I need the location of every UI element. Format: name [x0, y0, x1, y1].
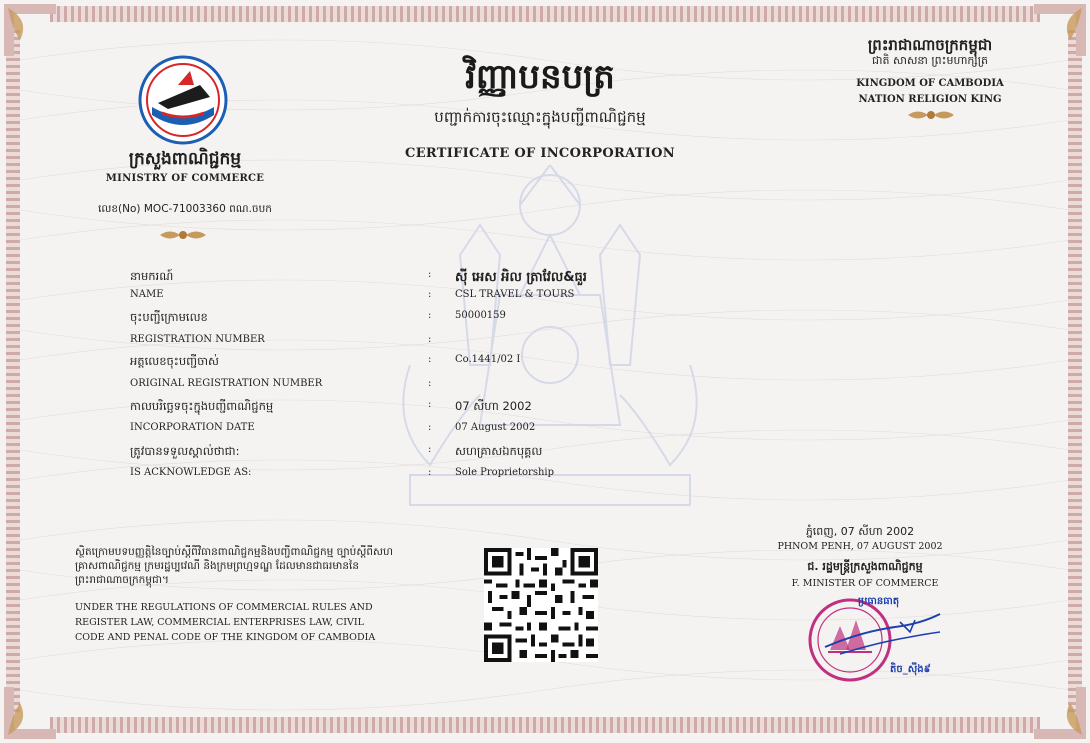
legal-text-km: ស្ថិតក្រោមបទបញ្ញត្តិនៃច្បាប់ស្តីពីវិធានពាណិជ្ជកម្មនិងបញ្ជីពាណិជ្ជកម្ម ច្បាប់ស្តីពីសហគ្រាសពាណិជ្ជកម្ម ក្រមរដ្ឋប្បវេណី និងក្រមព្រហ្មទណ្ឌ ដែលមានជាធរមាននៃព្រះរាជាណាចក្រកម្ពុជា។: [75, 546, 393, 586]
field-name-km: [130, 269, 730, 289]
kingdom-name-en: KINGDOM OF CAMBODIA: [856, 78, 1004, 89]
border-right: [1068, 30, 1082, 713]
ministry-name-km: ក្រសួងពាណិជ្ជកម្ម: [128, 149, 242, 169]
field-colon: :: [428, 444, 432, 455]
corner-ornament-icon: [1030, 683, 1090, 743]
field-colon: :: [428, 399, 432, 410]
stamp-label-bottom: តិច_ស៊ីង៩: [890, 664, 931, 675]
field-value: សហគ្រាសឯកបុគ្គល: [455, 444, 543, 458]
field-label: IS ACKNOWLEDGE AS:: [130, 467, 252, 478]
issue-place-km: ភ្នំពេញ, 07 សីហា 2002: [805, 525, 915, 538]
field-label: REGISTRATION NUMBER: [130, 334, 265, 345]
legal-line: UNDER THE REGULATIONS OF COMMERCIAL RULES AND: [75, 602, 373, 613]
divider-ornament-icon: [906, 108, 956, 122]
field-original-reg-en: [130, 378, 730, 398]
field-acknowledged-en: [130, 467, 730, 487]
corner-ornament-icon: [0, 683, 60, 743]
kingdom-motto-km: ជាតិ សាសនា ព្រះមហាក្សត្រ: [872, 54, 988, 67]
corner-ornament-icon: [0, 0, 60, 60]
field-colon: :: [428, 467, 432, 478]
field-colon: :: [428, 378, 432, 389]
border-bottom: [50, 717, 1040, 733]
legal-line: CODE AND PENAL CODE OF THE KINGDOM OF CAMBODIA: [75, 632, 376, 643]
field-label: អត្តលេខចុះបញ្ជីចាស់: [130, 354, 220, 368]
field-value: Sole Proprietorship: [455, 467, 554, 478]
field-name-en: [130, 289, 730, 309]
legal-line: REGISTER LAW, COMMERCIAL ENTERPRISES LAW, CIVIL: [75, 617, 364, 628]
field-acknowledged-km: [130, 444, 730, 464]
field-incorporation-date-en: [130, 422, 730, 442]
field-value: 50000159: [455, 310, 506, 321]
field-value: Co.1441/02 I: [455, 354, 521, 365]
title-km: វិញ្ញាបនបត្រ: [465, 57, 615, 97]
field-label: ORIGINAL REGISTRATION NUMBER: [130, 378, 323, 389]
divider-ornament-icon: [158, 228, 208, 242]
field-original-reg-km: [130, 354, 730, 374]
kingdom-motto-en: NATION RELIGION KING: [858, 94, 1002, 105]
field-label: INCORPORATION DATE: [130, 422, 255, 433]
border-left: [6, 30, 20, 713]
legal-text-en: [75, 600, 395, 645]
field-colon: :: [428, 269, 432, 280]
signer-title-km: ជ. រដ្ឋមន្ត្រីក្រសួងពាណិជ្ជកម្ម: [807, 560, 923, 573]
official-stamp-icon: [800, 592, 950, 687]
field-value: CSL TRAVEL & TOURS: [455, 289, 575, 300]
corner-ornament-icon: [1030, 0, 1090, 60]
field-colon: :: [428, 310, 432, 321]
field-label: NAME: [130, 289, 164, 300]
field-value: 07 August 2002: [455, 422, 536, 433]
field-colon: :: [428, 354, 432, 365]
field-colon: :: [428, 334, 432, 345]
field-label: នាមករណ៍: [130, 269, 174, 283]
border-top: [50, 6, 1040, 22]
field-colon: :: [428, 289, 432, 300]
signer-title-en: F. MINISTER OF COMMERCE: [791, 578, 939, 589]
title-en: CERTIFICATE OF INCORPORATION: [405, 146, 675, 161]
field-label: កាលបរិច្ឆេទចុះក្នុងបញ្ជីពាណិជ្ជកម្ម: [130, 399, 274, 413]
field-colon: :: [428, 422, 432, 433]
field-value: 07 សីហា 2002: [455, 399, 532, 413]
subtitle-km: បញ្ជាក់ការចុះឈ្មោះក្នុងបញ្ជីពាណិជ្ជកម្ម: [434, 108, 646, 126]
ministry-name-en: MINISTRY OF COMMERCE: [105, 173, 265, 184]
field-label: ត្រូវបានទទួលស្គាល់ថាជា:: [130, 444, 240, 458]
certificate-number: លេខ(No) MOC-71003360 ពណ.ចបក: [98, 203, 272, 215]
field-incorporation-date-km: [130, 399, 730, 419]
ministry-logo-icon: [138, 55, 228, 145]
qr-code-icon: [484, 548, 598, 662]
field-registration-en: [130, 334, 730, 354]
stamp-label-top: ប្រធានធាតុ: [858, 596, 900, 607]
issue-place-en: PHNOM PENH, 07 AUGUST 2002: [777, 541, 943, 552]
field-value: ស៊ី អេស អិល ត្រាវែល&ធួរ: [455, 270, 587, 285]
field-label: ចុះបញ្ជីក្រោមលេខ: [130, 310, 208, 324]
kingdom-name-km: ព្រះរាជាណាចក្រកម្ពុជា: [867, 36, 993, 54]
field-registration-km: [130, 310, 730, 330]
